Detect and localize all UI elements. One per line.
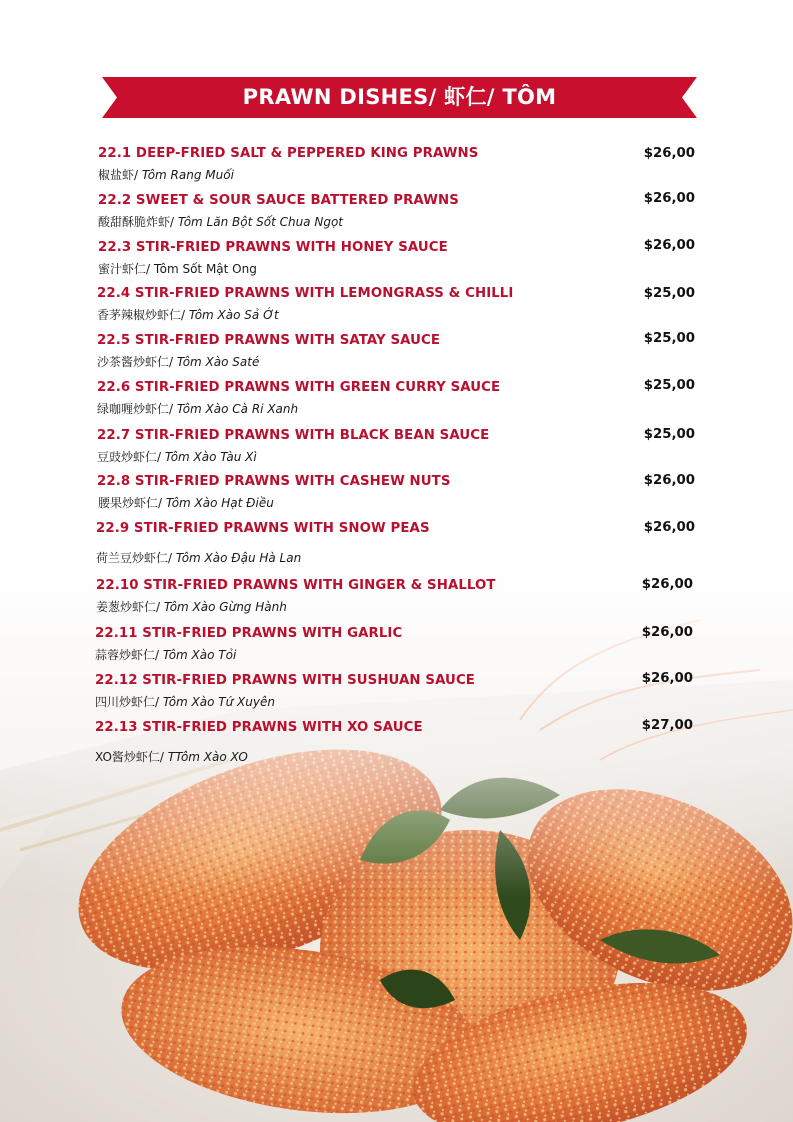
item-translation [95,646,236,663]
item-vietnamese-name: Tôm Xào Tỏi [159,648,237,662]
item-translation [98,213,343,230]
item-price: $26,00 [643,520,695,535]
item-chinese-name: 姜葱炒虾仁/ [96,600,161,614]
section-banner [102,77,697,118]
item-name: 22.3 STIR-FRIED PRAWNS WITH HONEY SAUCE [98,240,448,255]
item-translation [98,260,257,277]
item-chinese-name: 香茅辣椒炒虾仁/ [97,308,186,322]
item-chinese-name: XO酱炒虾仁/ [95,750,164,764]
item-name: 22.1 DEEP-FRIED SALT & PEPPERED KING PRAWNS [98,146,479,161]
item-price: $25,00 [643,378,695,393]
item-name: 22.2 SWEET & SOUR SAUCE BATTERED PRAWNS [98,193,459,208]
item-chinese-name: 酸甜酥脆炸虾/ [98,215,175,229]
item-price: $26,00 [641,577,693,592]
item-price: $25,00 [643,427,695,442]
item-name: 22.11 STIR-FRIED PRAWNS WITH GARLIC [95,626,403,641]
item-translation [97,306,279,323]
prawn-dish-photo [0,560,793,1122]
item-price: $25,00 [643,286,695,301]
item-price: $26,00 [643,473,695,488]
item-translation [96,549,301,566]
item-price: $26,00 [641,625,693,640]
item-name: 22.5 STIR-FRIED PRAWNS WITH SATAY SAUCE [97,333,441,348]
item-translation [95,693,275,710]
item-chinese-name: 四川炒虾仁/ [95,695,160,709]
item-translation [98,494,274,511]
item-price: $27,00 [641,718,693,733]
item-name: 22.8 STIR-FRIED PRAWNS WITH CASHEW NUTS [97,474,451,489]
item-translation [97,400,298,417]
item-vietnamese-name: Tôm Xào Tàu Xì [161,450,257,464]
item-vietnamese-name: TTôm Xào XO [163,750,248,764]
item-vietnamese-name: Tôm Lăn Bột Sốt Chua Ngọt [174,215,343,229]
item-vietnamese-name: Tôm Xào Tứ Xuyên [159,695,275,709]
section-title: PRAWN DISHES/ 虾仁/ TÔM [242,85,557,109]
item-name: 22.10 STIR-FRIED PRAWNS WITH GINGER & SHALLOT [96,578,496,593]
item-chinese-name: 豆豉炒虾仁/ [97,450,162,464]
item-translation [97,448,257,465]
item-name: 22.6 STIR-FRIED PRAWNS WITH GREEN CURRY SAUCE [97,380,501,395]
item-translation [98,166,234,183]
item-translation [97,353,259,370]
item-vietnamese-name: Tôm Rang Muối [138,168,234,182]
item-chinese-name: 沙茶酱炒虾仁/ [97,355,174,369]
item-price: $26,00 [643,191,695,206]
item-translation [95,748,248,765]
item-name: 22.13 STIR-FRIED PRAWNS WITH XO SAUCE [95,720,423,735]
item-price: $26,00 [643,146,695,161]
item-chinese-name: 绿咖喱炒虾仁/ [97,402,174,416]
item-chinese-name: 蒜蓉炒虾仁/ [95,648,160,662]
item-vietnamese-name: Tôm Xào Hạt Điều [162,496,274,510]
item-price: $26,00 [641,671,693,686]
item-vietnamese-name: Tôm Xào Sả Ớt [185,308,279,322]
item-name: 22.12 STIR-FRIED PRAWNS WITH SUSHUAN SAUCE [95,673,475,688]
item-name: 22.7 STIR-FRIED PRAWNS WITH BLACK BEAN SAUCE [97,428,490,443]
item-name: 22.9 STIR-FRIED PRAWNS WITH SNOW PEAS [96,521,430,536]
item-vietnamese-name: Tôm Xào Cà Ri Xanh [173,402,299,416]
item-chinese-name: 腰果炒虾仁/ [98,496,163,510]
item-vietnamese-name: Tôm Xào Đậu Hà Lan [172,551,302,565]
item-chinese-name: 蜜汁虾仁/ Tôm Sốt Mật Ong [98,262,257,276]
item-price: $25,00 [643,331,695,346]
item-translation [96,598,287,615]
item-vietnamese-name: Tôm Xào Gừng Hành [160,600,287,614]
item-chinese-name: 荷兰豆炒虾仁/ [96,551,173,565]
item-name: 22.4 STIR-FRIED PRAWNS WITH LEMONGRASS & CHILLI [97,286,514,301]
item-vietnamese-name: Tôm Xào Saté [173,355,260,369]
item-price: $26,00 [643,238,695,253]
item-chinese-name: 椒盐虾/ [98,168,139,182]
